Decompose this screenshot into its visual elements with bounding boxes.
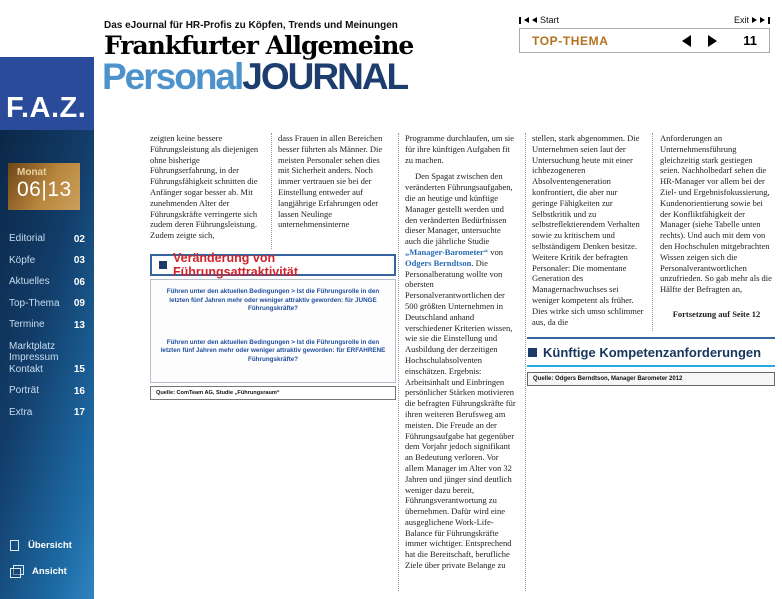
competence-chart-panel (527, 337, 775, 386)
journal-title (102, 58, 407, 95)
nav-page: 03 (73, 255, 85, 266)
section-indicator (519, 28, 770, 53)
nav-label: Extra (9, 406, 33, 418)
panel-title: Künftige Kompetenzanforderungen (543, 345, 762, 360)
x-axis (253, 320, 379, 328)
chart-source: Quelle: Odgers Berndtson, Manager Barometer 2012 (527, 372, 775, 386)
article-column-5 (660, 133, 773, 320)
paragraph-text: . Die Personalberatung wollte von obersten Personalverantwortlichen der 500 größten Unternehmen in Deutschland anhand verschiedener Kriterien wissen, wie sie die Einstellung und Ausbildung der derzeitigen Hochschulabsolventen einschätzen. Ergebnis: Arbeitsinhalt und Einbringen persönlicher Stärken motivieren die befragten Führungskräfte für ihren weiteren Berufsweg am meisten. Die Freude an der Führungsaufgabe hat gegenüber dem Vorjahr jedoch signifikant an Bedeutung verloren. Vor allem Manager im Alter von 32 Jahren und jünger sind deutlich weniger dazu bereit, Führungsverantwortung zu übernehmen. Dafür wird eine ausgeglichene Work-Life-Balance für Führungskräfte immer wichtiger. Entsprechend hat die Bereitschaft, berufliche Ziele über private Belange zu (405, 257, 516, 571)
month-badge (8, 163, 80, 210)
skip-start-icon (532, 17, 537, 23)
paragraph (405, 171, 518, 570)
start-label: Start (540, 15, 560, 25)
column-divider (398, 133, 399, 591)
sidebar-footer (10, 526, 72, 577)
section-label: TOP-THEMA (532, 33, 609, 48)
page-number: 11 (743, 33, 757, 48)
skip-start-icon (519, 17, 521, 24)
paragraph: zeigten keine bessere Führungsleistung als diejenigen ohne bisherige Führungserfahrung, in der Führungsfähigkeit schnitten die Anfänger sogar besser ab. Mit zunehmenden Alter der Führungskräfte verringerte sich zudem deren Führungsleistung. Zudem zeigte sich, (150, 133, 259, 241)
nav-page: 02 (73, 233, 85, 245)
manager-barometer-link[interactable]: „Manager-Barometer“ (405, 246, 489, 257)
continuation-note: Fortsetzung auf Seite 12 (672, 308, 761, 319)
sidebar-nav (9, 233, 85, 428)
overview-label: Übersicht (28, 540, 72, 551)
paragraph-text: Den Spagat zwischen den veränderten Führungsaufgaben, die an heutige und künftige Manager gestellt werden und den veränderten Bedürfnissen dieser Manager, untersuchte auch die jährliche Studie (405, 171, 513, 247)
prev-page-button[interactable] (682, 35, 691, 47)
overview-button[interactable] (10, 540, 72, 551)
x-axis (253, 370, 379, 378)
nav-page: 13 (73, 319, 85, 331)
sidebar-item-termine[interactable] (9, 319, 85, 331)
bullet-square-icon (159, 261, 167, 269)
sidebar (0, 130, 94, 599)
sidebar-item-aktuelles[interactable] (9, 276, 85, 288)
journal-title-journal: JOURNAL (242, 56, 408, 97)
chart-source: Quelle: ComTeam AG, Studie „Führungsraum“ (150, 386, 396, 400)
exit-label: Exit (733, 15, 749, 25)
next-page-button[interactable] (708, 35, 717, 47)
skip-exit-icon (768, 17, 770, 24)
nav-page: 15 (73, 364, 85, 375)
paragraph: dass Frauen in allen Bereichen besser führten als Männer. Die meisten Personaler sehen dies mit Sicherheit anders. Noch immer vertrauen sie bei der Einstellung entweder auf langjährige Erfahrungen oder lassen Neulinge unternehmensinterne (278, 133, 383, 230)
bullet-square-icon (528, 348, 537, 357)
pages-icon (10, 565, 23, 577)
nav-label: Editorial (9, 233, 46, 244)
nav-label: Köpfe (9, 254, 36, 266)
month-value: 06|13 (17, 178, 72, 201)
paragraph: Programme durchlaufen, um sie für ihre künftigen Aufgaben fit zu machen. (405, 133, 515, 165)
paragraph: Anforderungen an Unternehmensführung gleichzeitig stark gestiegen seien. Nachholbedarf sehen die HR-Manager vor allem bei der Ziel- und Ergebnisfokussierung, Kundenorientierung sowie bei der Konfliktfähigkeit der Manager (siehe Tabelle unten rechts). Und auch mit dem von den Hochschulen mitgebrachten Wissen zeigen sich die Personalverantwortlichen unzufrieden. So gab mehr als die Hälfte der Befragten an, (660, 133, 772, 295)
sidebar-item-top-thema[interactable] (9, 298, 85, 310)
chart-subtitle: Führen unter den aktuellen Bedingungen > Ist die Führungsrolle in den letzten fünf Jahren mehr oder weniger attraktiv geworden: für JUNGE Führungskräfte? (166, 288, 380, 312)
article-column-4 (532, 133, 645, 333)
journal-title-personal: Personal (102, 56, 243, 97)
nav-page: 17 (73, 407, 85, 418)
panel-title: Veränderung von Führungsattraktivität (173, 251, 299, 279)
competence-table (527, 365, 775, 367)
nav-label: Top-Thema (9, 297, 60, 309)
exit-button[interactable] (734, 15, 770, 25)
skip-exit-icon (752, 17, 757, 23)
nav-page: 16 (73, 385, 85, 397)
nav-page: 09 (73, 298, 85, 309)
panel-body (150, 279, 396, 383)
article-column-2 (278, 133, 391, 236)
attractiveness-chart-panel (150, 251, 396, 400)
paragraph-text: von (488, 246, 503, 257)
nav-label: Porträt (9, 385, 40, 396)
sidebar-item-portraet[interactable] (9, 385, 85, 397)
sidebar-item-extra[interactable] (9, 407, 85, 419)
sidebar-item-marktplatz[interactable] (9, 341, 85, 376)
article-column-3 (405, 133, 518, 577)
faz-logo: F.A.Z. (0, 57, 94, 130)
paragraph: stellen, stark abgenommen. Die Unternehmen seien laut der Untersuchung heute mit einer ichbezogeneren Absolventengeneration konfrontiert, die aber nur geringe Fähigkeiten zur Selbstkritik und zu selbstreflektierendem Verhalten sowie zu kritischem und selbständigem Denken besitze. Weitere Kritik der befragten Personaler: Die momentane Generation des Managernachwuchses sei weniger kompetent als früher. Dies wirke sich umso schlimmer aus, da die (532, 133, 644, 327)
column-divider (271, 133, 272, 249)
skip-start-icon (524, 17, 529, 23)
nav-label: Aktuelles (9, 276, 50, 287)
sidebar-item-koepfe[interactable] (9, 255, 85, 267)
skip-exit-icon (760, 17, 765, 23)
article-column-1 (150, 133, 263, 247)
nav-page: 06 (73, 276, 85, 288)
chart-subtitle: Führen unter den aktuellen Bedingungen > Ist die Führungsrolle in den letzten fünf Jahren mehr oder weniger attraktiv geworden: für ERFAHRENE Führungskräfte? (160, 338, 386, 363)
brand-wordmark: Frankfurter Allgemeine (104, 31, 414, 60)
nav-label: Termine (9, 319, 45, 330)
journal-tagline: Das eJournal für HR-Profis zu Köpfen, Trends und Meinungen (104, 20, 398, 31)
view-button[interactable] (10, 565, 72, 577)
nav-label: Marktplatz Impressum Kontakt (9, 340, 59, 375)
column-divider (652, 133, 653, 331)
month-label: Monat (17, 167, 47, 178)
column-divider (525, 133, 526, 591)
view-label: Ansicht (32, 565, 67, 577)
page-icon (10, 540, 19, 551)
panel-header (527, 339, 775, 365)
panel-header (150, 251, 396, 279)
odgers-berndtson-link[interactable]: Odgers Berndtson (405, 257, 472, 268)
sidebar-item-editorial[interactable] (9, 233, 85, 245)
start-button[interactable] (519, 15, 559, 25)
